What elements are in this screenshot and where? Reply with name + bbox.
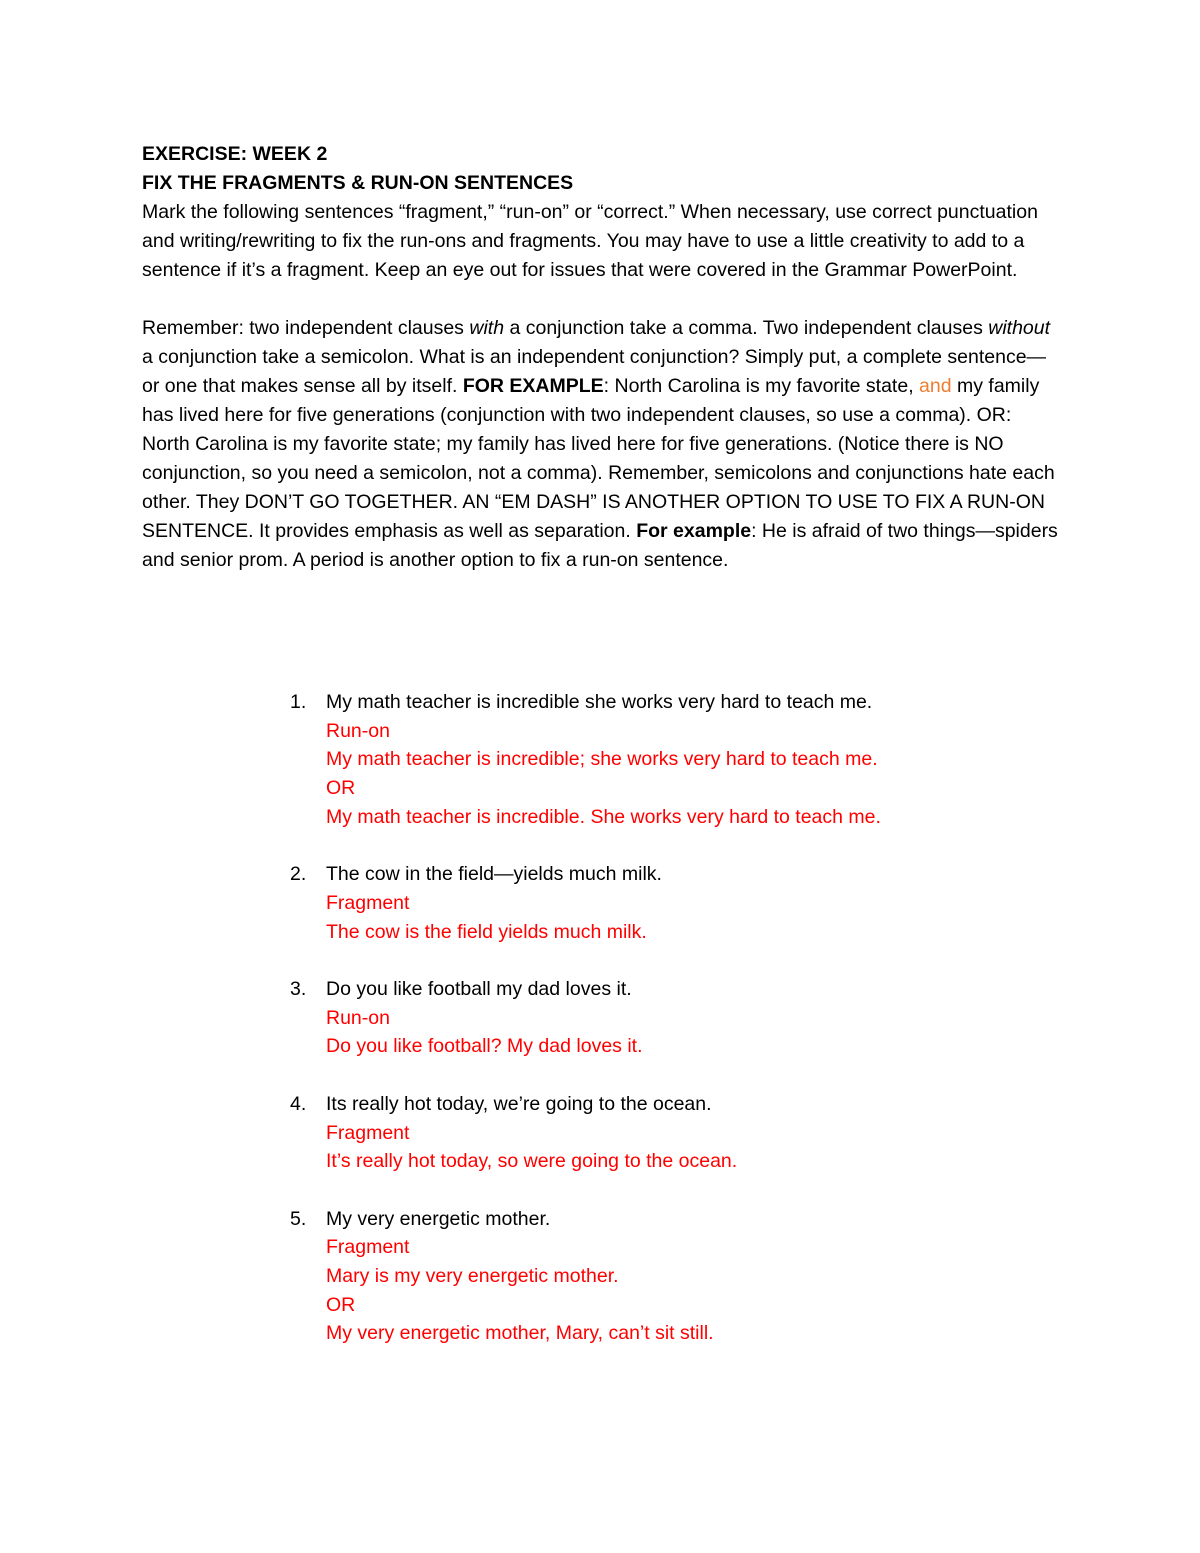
item-number: 5. [290, 1207, 307, 1230]
remember-text-3: a conjunction take a semicolon. What is an independent conjunction? Simply put, a complete sentence—or one that makes sense all by itself. [142, 346, 1047, 397]
paragraph-gap [142, 285, 1062, 314]
remember-with: with [469, 317, 505, 339]
item-answer: OR [326, 1293, 356, 1316]
item-question: Its really hot today, we’re going to the ocean. [326, 1092, 712, 1115]
list-item [290, 688, 1090, 832]
remember-text-2: a conjunction take a comma. Two independent clauses [504, 317, 989, 339]
item-answer: Fragment [326, 1236, 410, 1259]
item-answer: My math teacher is incredible. She works very hard to teach me. [326, 805, 881, 828]
item-answer: The cow is the field yields much milk. [326, 920, 647, 943]
item-answer: Do you like football? My dad loves it. [326, 1035, 643, 1058]
item-number: 2. [290, 863, 307, 886]
item-question: The cow in the field—yields much milk. [326, 863, 662, 886]
conjunction-and: and [919, 375, 952, 397]
exercise-list [290, 688, 1090, 1377]
item-answer: OR [326, 777, 356, 800]
remember-paragraph [142, 314, 1062, 575]
item-answer: Run-on [326, 1006, 390, 1029]
list-item [290, 1090, 1090, 1176]
item-number: 3. [290, 978, 307, 1000]
item-number: 4. [290, 1092, 307, 1115]
item-answer: Mary is my very energetic mother. [326, 1265, 619, 1287]
item-answer: Fragment [326, 1121, 410, 1144]
item-number: 1. [290, 691, 307, 713]
item-answer: Fragment [326, 891, 410, 914]
list-item [290, 1205, 1090, 1349]
exercise-title: EXERCISE: WEEK 2 [142, 143, 328, 165]
remember-text-4: : North Carolina is my favorite state, [603, 375, 920, 397]
item-question: Do you like football my dad loves it. [326, 978, 632, 1000]
remember-text-5: my family has lived here for five generations (conjunction with two independent clauses, so use a comma). OR: North Carolina is my favorite state; my family has lived here for five generations. (Notice there is NO conjunction, so you need a semicolon, not a comma). Remember, semicolons and conjunctions hate each other. They DON’T GO TOGETHER. AN “EM DASH” IS ANOTHER OPTION TO USE TO FIX A RUN-ON SENTENCE. It provides emphasis as well as separation. [142, 375, 1055, 542]
instructions-paragraph: Mark the following sentences “fragment,” “run-on” or “correct.” When necessary, use correct punctuation and writing/rewriting to fix the run-ons and fragments. You may have to use a little creativity to add to a sentence if it’s a fragment. Keep an eye out for issues that were covered in the Grammar PowerPoint. [142, 201, 1038, 281]
list-item [290, 975, 1090, 1061]
document-body [142, 140, 1062, 575]
item-question: My math teacher is incredible she works very hard to teach me. [326, 691, 873, 713]
remember-without: without [988, 317, 1051, 339]
remember-text-1: Remember: two independent clauses [142, 317, 470, 339]
item-answer: Run-on [326, 719, 390, 742]
item-answer: My very energetic mother, Mary, can’t sit still. [326, 1322, 714, 1345]
exercise-subtitle: FIX THE FRAGMENTS & RUN-ON SENTENCES [142, 172, 574, 194]
for-example-label: FOR EXAMPLE [462, 375, 604, 397]
for-example-label-2: For example [636, 520, 752, 542]
item-question: My very energetic mother. [326, 1207, 551, 1230]
list-item [290, 860, 1090, 946]
item-answer: It’s really hot today, so were going to the ocean. [326, 1150, 738, 1173]
item-answer: My math teacher is incredible; she works very hard to teach me. [326, 748, 878, 771]
remember-text-6: : He is afraid of two things—spiders and senior prom. A period is another option to fix a run-on sentence. [142, 520, 1058, 571]
